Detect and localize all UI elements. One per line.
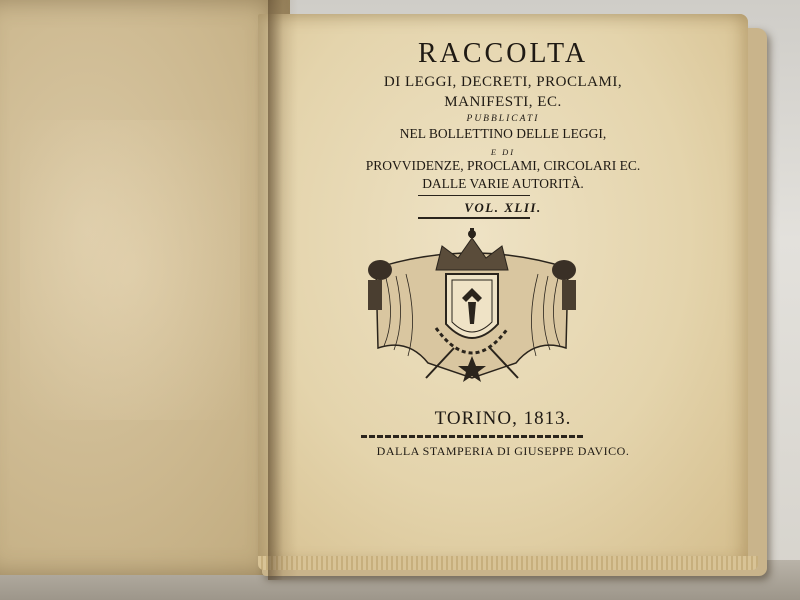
subtitle-line-2: MANIFESTI, EC. [444,94,562,110]
volume-number: VOL. XLII. [464,200,542,215]
printer-line: DALLA STAMPERIA DI GIUSEPPE DAVICO. [376,444,630,458]
subtitle-line-5: DALLE VARIE AUTORITÀ. [422,176,584,191]
book-title: RACCOLTA [417,38,589,69]
rule-above-volume [418,195,530,196]
rule-below-volume [418,217,530,219]
subtitle-line-3: NEL BOLLETTINO DELLE LEGGI, [399,126,607,141]
paper-stain [20,120,240,420]
e-di-label: E DI [490,147,516,157]
title-page [258,14,748,566]
coat-of-arms-icon [366,228,578,400]
subtitle-line-1: DI LEGGI, DECRETI, PROCLAMI, [383,74,623,90]
book-gutter [268,0,298,580]
place-and-year: TORINO, 1813. [434,408,572,429]
pubblicati-label: PUBBLICATI [466,114,540,124]
left-blank-page [0,0,290,575]
subtitle-line-4: PROVVIDENZE, PROCLAMI, CIRCOLARI EC. [365,158,641,173]
decorative-rule [361,435,583,438]
page-bottom-edge [258,556,758,570]
